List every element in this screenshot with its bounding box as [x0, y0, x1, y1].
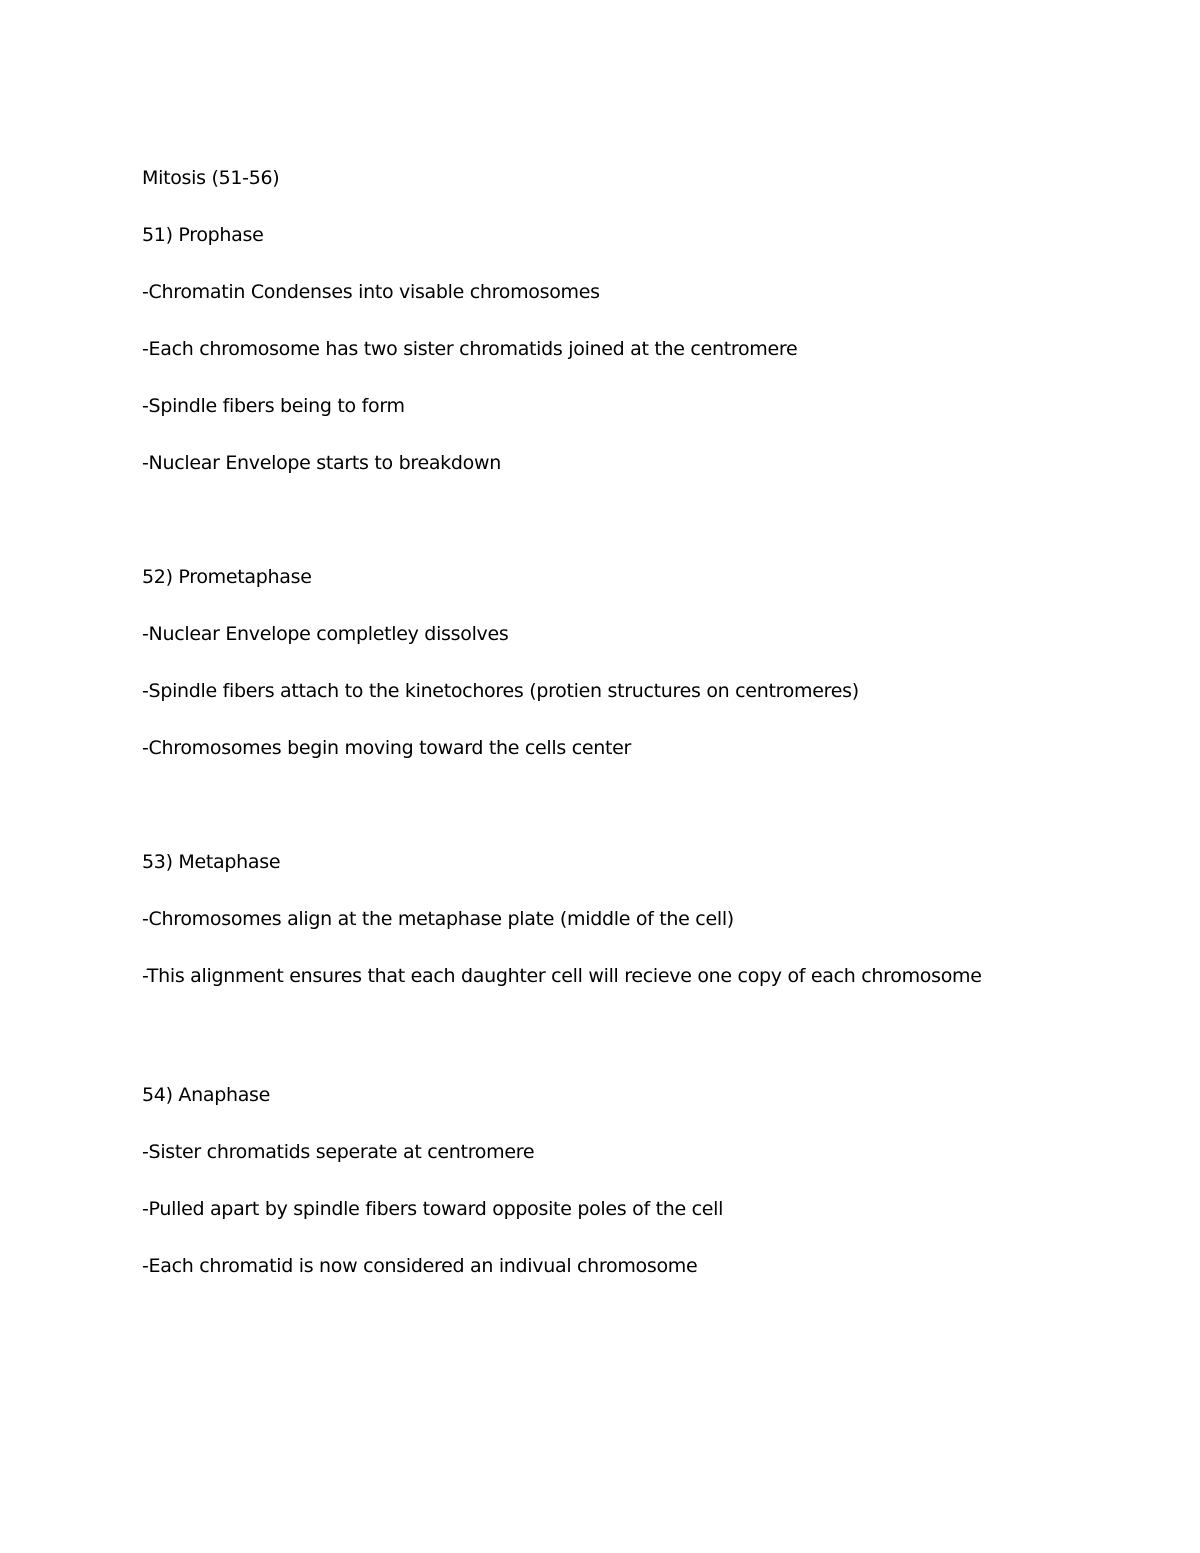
bullet-line: -Each chromatid is now considered an indivual chromosome: [142, 1255, 698, 1277]
document-title: Mitosis (51-56): [142, 167, 280, 189]
bullet-line: -Spindle fibers being to form: [142, 395, 405, 417]
document-body: [142, 166, 1022, 1311]
section-heading-anaphase: 54) Anaphase: [142, 1084, 271, 1106]
bullet-line: -Sister chromatids seperate at centromere: [142, 1141, 535, 1163]
section-heading-prometaphase: 52) Prometaphase: [142, 566, 312, 588]
bullet-line: -Spindle fibers attach to the kinetochores (protien structures on centromeres): [142, 680, 859, 702]
section-heading-metaphase: 53) Metaphase: [142, 851, 281, 873]
section-heading-prophase: 51) Prophase: [142, 224, 264, 246]
bullet-line: -Pulled apart by spindle fibers toward opposite poles of the cell: [142, 1198, 724, 1220]
bullet-line: -Each chromosome has two sister chromatids joined at the centromere: [142, 338, 798, 360]
bullet-line: -Nuclear Envelope completley dissolves: [142, 623, 509, 645]
bullet-line: -Chromosomes begin moving toward the cells center: [142, 737, 632, 759]
bullet-line: -This alignment ensures that each daughter cell will recieve one copy of each chromosome: [142, 965, 982, 987]
bullet-line: -Chromatin Condenses into visable chromosomes: [142, 281, 600, 303]
bullet-line: -Nuclear Envelope starts to breakdown: [142, 452, 501, 474]
bullet-line: -Chromosomes align at the metaphase plate (middle of the cell): [142, 908, 734, 930]
